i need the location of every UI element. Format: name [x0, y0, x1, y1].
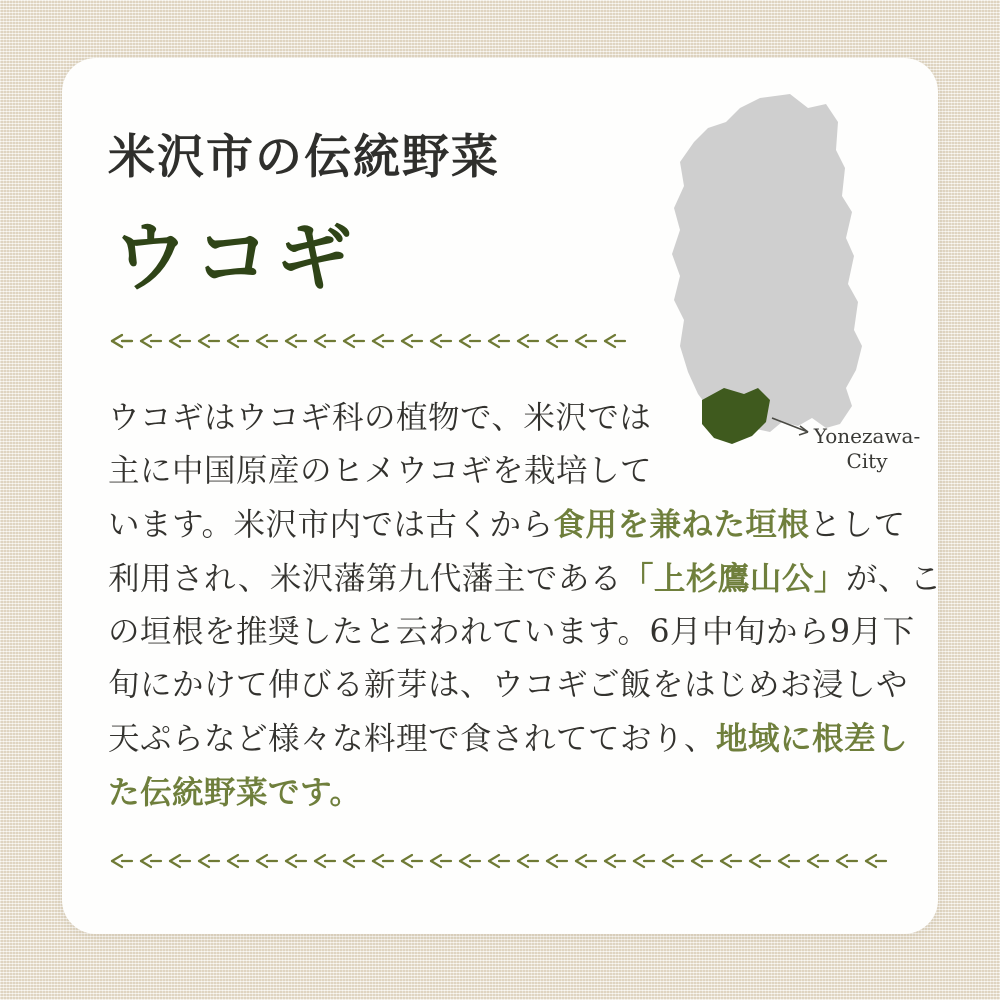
body-plain-text: います。米沢市内では古くから — [108, 507, 554, 543]
body-line — [108, 392, 900, 445]
body-text — [108, 392, 942, 820]
body-line — [108, 766, 900, 820]
page-title: ウコギ — [112, 213, 358, 302]
leaf-vine-divider-icon — [108, 848, 898, 874]
body-plain-text: 主に中国原産のヒメウコギを栽培して — [108, 453, 653, 489]
body-line — [108, 606, 915, 659]
leaf-vine-divider-icon — [108, 328, 644, 354]
body-plain-text: として — [809, 507, 906, 543]
body-plain-text: 天ぷらなど様々な料理で食されてており、 — [108, 721, 717, 757]
body-highlight-text: 「上杉鷹山公」 — [621, 560, 846, 597]
body-plain-text: 旬にかけて伸びる新芽は、ウコギご飯をはじめお浸しや — [108, 667, 909, 703]
body-line — [108, 445, 900, 498]
body-plain-text: の垣根を推奨したと云われています。6月中旬から9月下 — [108, 614, 915, 650]
map-label-line2: City — [846, 449, 888, 473]
body-line — [108, 659, 909, 712]
divider-top — [108, 328, 644, 354]
page-eyebrow-heading: 米沢市の伝統野菜 — [108, 130, 500, 185]
body-line — [108, 712, 909, 766]
body-line — [108, 498, 906, 552]
map-label-line1: Yonezawa- — [813, 424, 921, 448]
body-plain-text: が、こ — [845, 561, 942, 597]
body-highlight-text: 地域に根差し — [716, 720, 909, 757]
body-highlight-text: 食用を兼ねた垣根 — [553, 506, 810, 543]
body-plain-text: 利用され、米沢藩第九代藩主である — [108, 561, 622, 597]
body-line — [108, 552, 942, 606]
divider-bottom — [108, 848, 898, 874]
body-highlight-text: た伝統野菜です。 — [108, 774, 362, 811]
body-plain-text: ウコギはウコギ科の植物で、米沢では — [108, 400, 652, 436]
